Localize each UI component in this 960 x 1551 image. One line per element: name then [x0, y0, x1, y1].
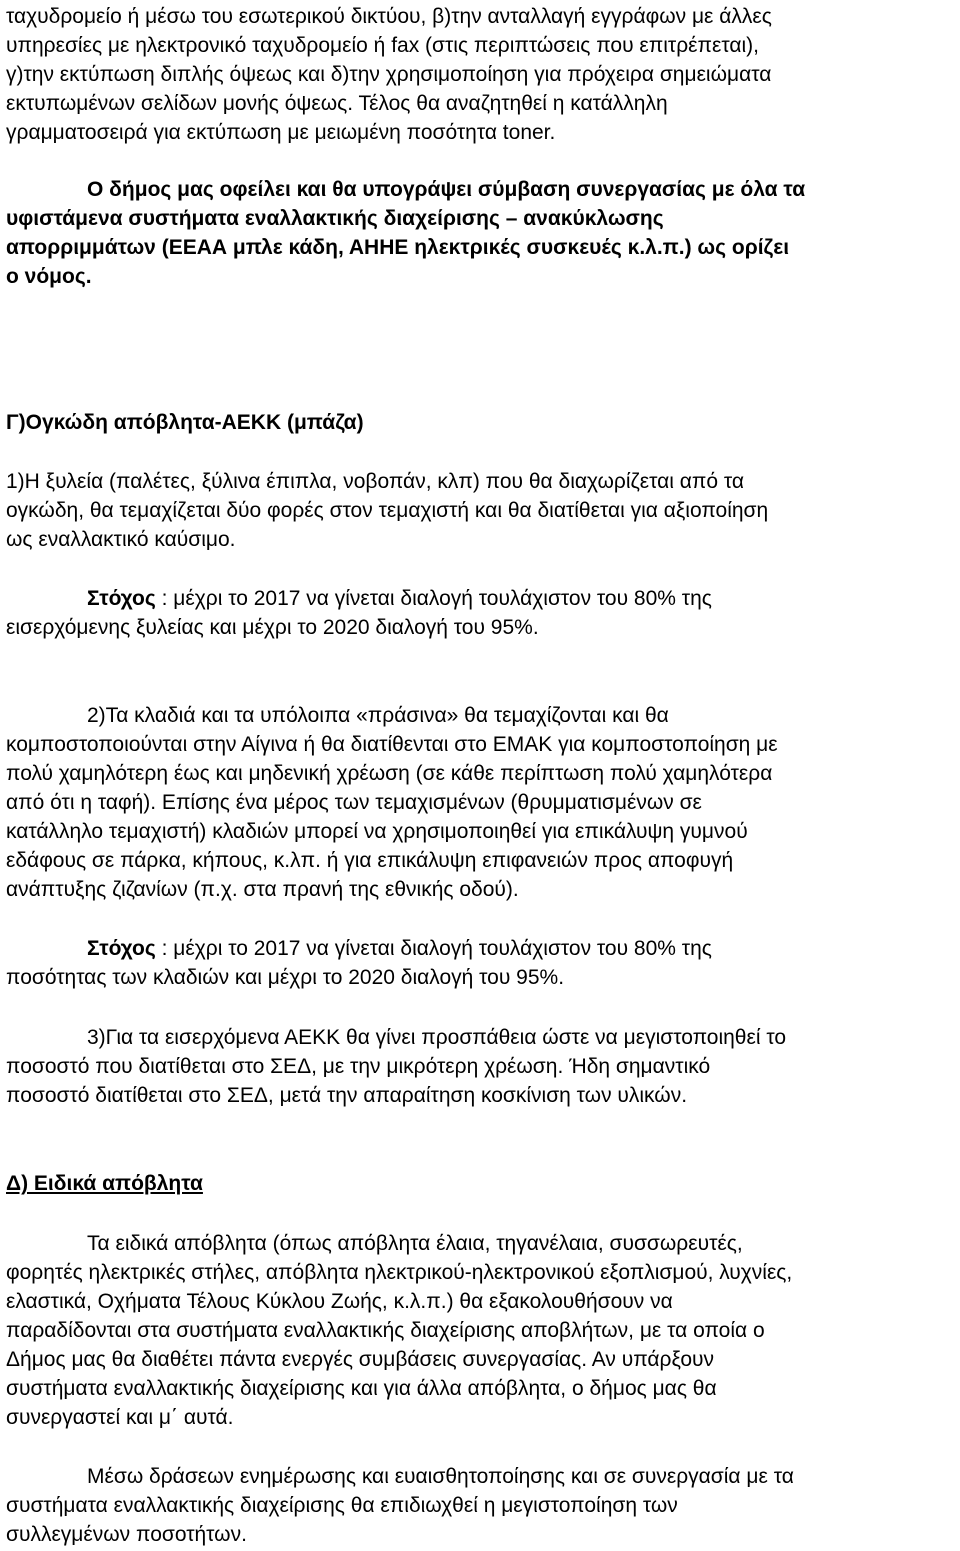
wood-paragraph — [6, 467, 956, 554]
text-line: ο νόμος. — [6, 265, 92, 288]
green-waste-paragraph — [6, 701, 956, 904]
intro-paragraph — [6, 2, 956, 147]
text-line: ογκώδη, θα τεμαχίζεται δύο φορές στον τεμαχιστή και θα διατίθεται για αξιοποίηση — [6, 499, 769, 522]
text-line: Τα ειδικά απόβλητα (όπως απόβλητα έλαια, τηγανέλαια, συσσωρευτές, — [87, 1232, 743, 1255]
text-line: Δήμος μας θα διαθέτει πάντα ενεργές συμβάσεις συνεργασίας. Αν υπάρξουν — [6, 1348, 715, 1371]
target-branches — [6, 934, 956, 992]
text-line: ως εναλλακτικό καύσιμο. — [6, 528, 236, 551]
text-line: γραμματοσειρά για εκτύπωση με μειωμένη ποσότητα toner. — [6, 121, 556, 144]
target-text: : μέχρι το 2017 να γίνεται διαλογή τουλάχιστον του 80% της — [155, 587, 712, 610]
section-g-heading — [6, 408, 956, 437]
text-line: συλλεγμένων ποσοτήτων. — [6, 1523, 247, 1546]
awareness-paragraph — [6, 1462, 956, 1549]
heading-text: Δ) Ειδικά απόβλητα — [6, 1172, 203, 1195]
text-line: από ότι η ταφή). Επίσης ένα μέρος των τεμαχισμένων (θρυμματισμένων σε — [6, 791, 702, 814]
text-line: παραδίδονται στα συστήματα εναλλακτικής διαχείρισης αποβλήτων, με τα οποία ο — [6, 1319, 765, 1342]
section-d-heading — [6, 1169, 956, 1198]
aekk-paragraph — [6, 1023, 956, 1110]
text-line: φορητές ηλεκτρικές στήλες, απόβλητα ηλεκτρικού-ηλεκτρονικού εξοπλισμού, λυχνίες, — [6, 1261, 793, 1284]
text-line: εδάφους σε πάρκα, κήπους, κ.λπ. ή για επικάλυψη επιφανειών προς αποφυγή — [6, 849, 734, 872]
text-line: ποσότητας των κλαδιών και μέχρι το 2020 διαλογή του 95%. — [6, 966, 565, 989]
text-line: υπηρεσίες με ηλεκτρονικό ταχυδρομείο ή fax (στις περιπτώσεις που επιτρέπεται), — [6, 34, 759, 57]
text-line: εκτυπωμένων σελίδων μονής όψεως. Τέλος θα αναζητηθεί η κατάλληλη — [6, 92, 668, 115]
text-line — [6, 934, 956, 963]
text-line: ανάπτυξης ζιζανίων (π.χ. στα πρανή της εθνικής οδού). — [6, 878, 519, 901]
target-wood — [6, 584, 956, 642]
text-line: συνεργαστεί και μ΄ αυτά. — [6, 1406, 234, 1429]
text-line: απορριμμάτων (ΕΕΑΑ μπλε κάδη, ΑΗΗΕ ηλεκτρικές συσκευές κ.λ.π.) ως ορίζει — [6, 236, 790, 259]
text-line: ποσοστό διατίθεται στο ΣΕΔ, μετά την απαραίτηση κοσκίνιση των υλικών. — [6, 1084, 688, 1107]
text-line: 3)Για τα εισερχόμενα ΑΕΚΚ θα γίνει προσπάθεια ώστε να μεγιστοποιηθεί το — [87, 1026, 787, 1049]
recycling-contract-paragraph — [6, 175, 956, 291]
target-label: Στόχος — [87, 937, 156, 960]
text-line: κομποστοποιούνται στην Αίγινα ή θα διατίθενται στο ΕΜΑΚ για κομποστοποίηση με — [6, 733, 778, 756]
text-line: ελαστικά, Οχήματα Τέλους Κύκλου Ζωής, κ.λ.π.) θα εξακολουθήσουν να — [6, 1290, 673, 1313]
text-line: Ο δήμος μας οφείλει και θα υπογράψει σύμβαση συνεργασίας με όλα τα — [87, 178, 806, 201]
target-text: : μέχρι το 2017 να γίνεται διαλογή τουλάχιστον του 80% της — [155, 937, 712, 960]
special-waste-paragraph — [6, 1229, 956, 1432]
heading-text: Γ)Ογκώδη απόβλητα-ΑΕΚΚ (μπάζα) — [6, 411, 364, 434]
text-line: Μέσω δράσεων ενημέρωσης και ευαισθητοποίησης και σε συνεργασία με τα — [87, 1465, 794, 1488]
text-line: υφιστάμενα συστήματα εναλλακτικής διαχείρισης – ανακύκλωσης — [6, 207, 664, 230]
text-line: 1)Η ξυλεία (παλέτες, ξύλινα έπιπλα, νοβοπάν, κλπ) που θα διαχωρίζεται από τα — [6, 470, 745, 493]
text-line: 2)Τα κλαδιά και τα υπόλοιπα «πράσινα» θα τεμαχίζονται και θα — [87, 704, 669, 727]
text-line: κατάλληλο τεμαχιστή) κλαδιών μπορεί να χρησιμοποιηθεί για επικάλυψη γυμνού — [6, 820, 748, 843]
text-line: εισερχόμενης ξυλείας και μέχρι το 2020 διαλογή του 95%. — [6, 616, 539, 639]
target-label: Στόχος — [87, 587, 156, 610]
text-line: συστήματα εναλλακτικής διαχείρισης και για άλλα απόβλητα, ο δήμος μας θα — [6, 1377, 717, 1400]
text-line: γ)την εκτύπωση διπλής όψεως και δ)την χρησιμοποίηση για πρόχειρα σημειώματα — [6, 63, 772, 86]
text-line — [6, 584, 956, 613]
text-line: ποσοστό που διατίθεται στο ΣΕΔ, με την μικρότερη χρέωση. Ήδη σημαντικό — [6, 1055, 711, 1078]
text-line: ταχυδρομείο ή μέσω του εσωτερικού δικτύου, β)την ανταλλαγή εγγράφων με άλλες — [6, 5, 772, 28]
text-line: πολύ χαμηλότερη έως και μηδενική χρέωση (σε κάθε περίπτωση πολύ χαμηλότερα — [6, 762, 773, 785]
text-line: συστήματα εναλλακτικής διαχείρισης θα επιδιωχθεί η μεγιστοποίηση των — [6, 1494, 678, 1517]
